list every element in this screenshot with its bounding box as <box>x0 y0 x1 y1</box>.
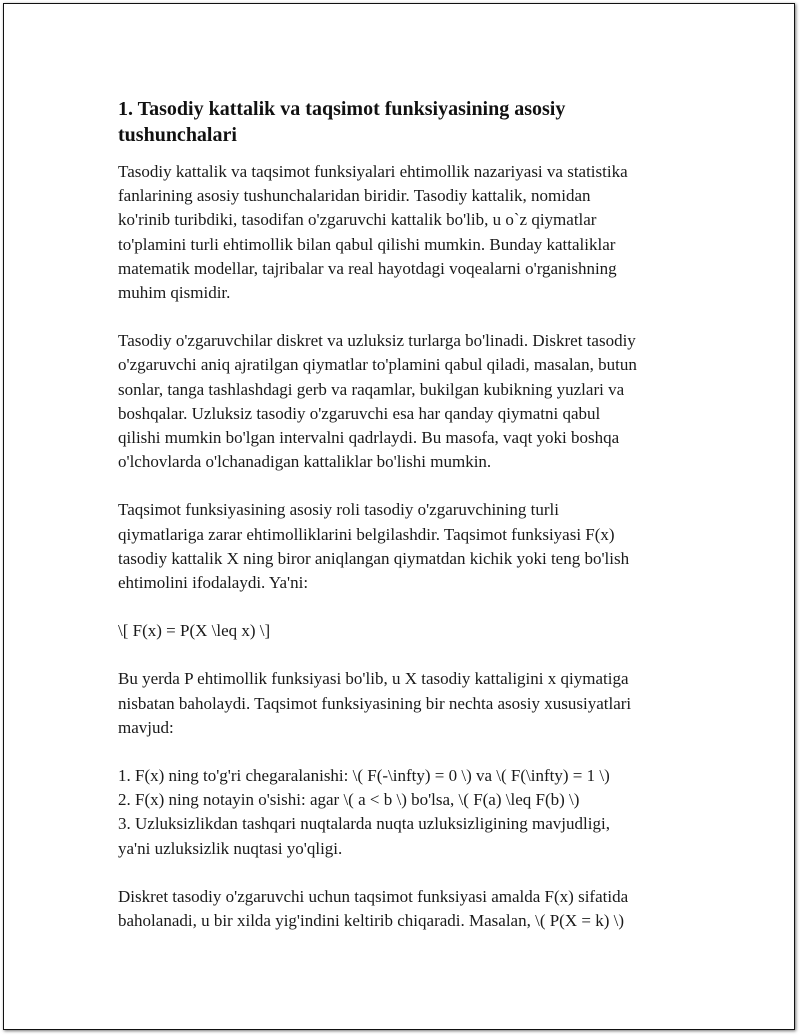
text-line: Diskret tasodiy o'zgaruvchi uchun taqsimot funksiyasi amalda F(x) sifatida <box>118 886 629 906</box>
text-line: nisbatan baholaydi. Taqsimot funksiyasining bir nechta asosiy xususiyatlari <box>118 693 632 713</box>
text-line: sonlar, tanga tashlashdagi gerb va raqamlar, bukilgan kubikning yuzlari va <box>118 379 625 399</box>
text-line: to'plamini turli ehtimollik bilan qabul qilishi mumkin. Bunday kattaliklar <box>118 234 616 254</box>
list-item: ya'ni uzluksizlik nuqtasi yo'qligi. <box>118 838 343 858</box>
text-line: o'zgaruvchi aniq ajratilgan qiymatlar to'plamini qabul qiladi, masalan, butun <box>118 355 637 375</box>
list-item: 3. Uzluksizlikdan tashqari nuqtalarda nuqta uzluksizligining mavjudligi, <box>118 814 610 834</box>
list-item: 2. F(x) ning notayin o'sishi: agar \( a < b \) bo'lsa, \( F(a) \leq F(b) \) <box>118 790 580 810</box>
text-line: matematik modellar, tajribalar va real hayotdagi voqealarni o'rganishning <box>118 258 617 278</box>
text-line: baholanadi, u bir xilda yig'indini keltirib chiqaradi. Masalan, \( P(X = k) \) <box>118 911 625 931</box>
explanation-paragraph <box>118 667 698 740</box>
discrete-paragraph <box>118 885 698 933</box>
text-line: Bu yerda P ehtimollik funksiyasi bo'lib, u X tasodiy kattaligini x qiymatiga <box>118 669 629 689</box>
text-line: tasodiy kattalik X ning biror aniqlangan qiymatdan kichik yoki teng bo'lish <box>118 548 630 568</box>
text-line: qilishi mumkin bo'lgan intervalni qadrlaydi. Bu masofa, vaqt yoki boshqa <box>118 428 620 448</box>
text-line: Taqsimot funksiyasining asosiy roli tasodiy o'zgaruvchining turli <box>118 500 559 520</box>
properties-list <box>118 764 698 861</box>
intro-paragraph <box>118 160 698 305</box>
text-line: ehtimolini ifodalaydi. Ya'ni: <box>118 573 309 593</box>
title-line: tushunchalari <box>118 124 237 146</box>
text-line: o'lchovlarda o'lchanadigan kattaliklar bo'lishi mumkin. <box>118 452 492 472</box>
types-paragraph <box>118 329 698 474</box>
document-content <box>118 96 698 957</box>
text-line: Tasodiy kattalik va taqsimot funksiyalari ehtimollik nazariyasi va statistika <box>118 162 628 181</box>
title-line: 1. Tasodiy kattalik va taqsimot funksiyasining asosiy <box>118 98 566 120</box>
text-line: Tasodiy o'zgaruvchilar diskret va uzluksiz turlarga bo'linadi. Diskret tasodiy <box>118 331 636 351</box>
formula-line <box>118 619 698 643</box>
list-item: 1. F(x) ning to'g'ri chegaralanishi: \( F(-\infty) = 0 \) va \( F(\infty) = 1 \) <box>118 766 610 786</box>
text-line: mavjud: <box>118 717 174 737</box>
formula-text: \[ F(x) = P(X \leq x) \] <box>118 621 271 641</box>
text-line: qiymatlariga zarar ehtimolliklarini belgilashdir. Taqsimot funksiyasi F(x) <box>118 524 615 544</box>
text-line: muhim qismidir. <box>118 283 231 303</box>
distribution-paragraph <box>118 498 698 595</box>
section-title <box>118 96 698 148</box>
text-line: ko'rinib turibdiki, tasodifan o'zgaruvchi kattalik bo'lib, u o`z qiymatlar <box>118 210 597 230</box>
document-page <box>3 3 795 1030</box>
text-line: fanlarining asosiy tushunchalaridan biridir. Tasodiy kattalik, nomidan <box>118 186 591 206</box>
text-line: boshqalar. Uzluksiz tasodiy o'zgaruvchi esa har qanday qiymatni qabul <box>118 403 601 423</box>
